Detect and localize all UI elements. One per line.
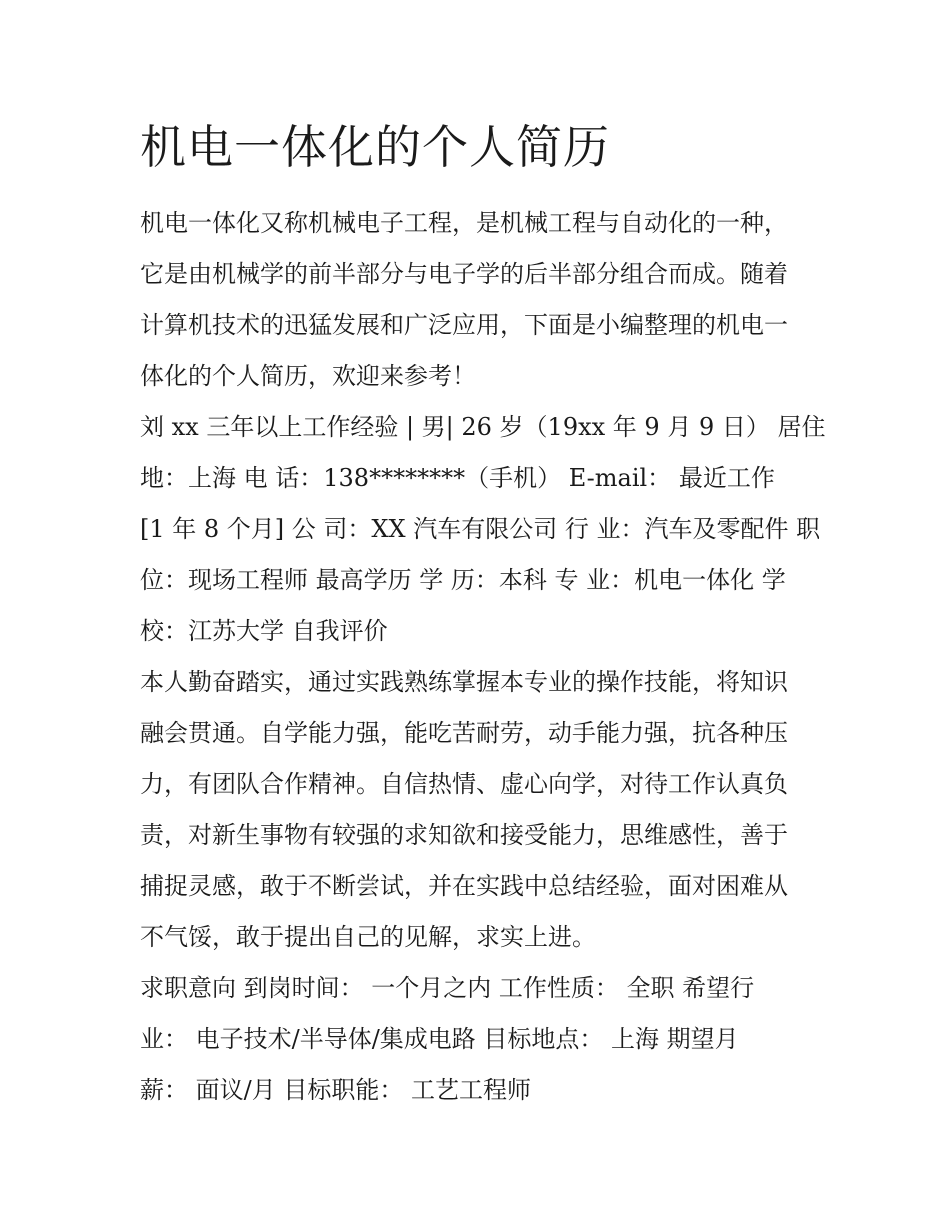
- text-line: 薪： 面议/月 目标职能： 工艺工程师: [140, 1076, 531, 1104]
- text-line: 本人勤奋踏实，通过实践熟练掌握本专业的操作技能，将知识: [140, 668, 788, 696]
- page-title: 机电一体化的个人简历: [140, 120, 610, 174]
- self-evaluation-paragraph: [140, 657, 820, 963]
- text-line: 力，有团队合作精神。自信热情、虚心向学，对待工作认真负: [140, 770, 788, 798]
- intro-paragraph: [140, 198, 820, 402]
- text-line: 位：现场工程师 最高学历 学 历：本科 专 业：机电一体化 学: [140, 566, 786, 594]
- text-line: 求职意向 到岗时间： 一个月之内 工作性质： 全职 希望行: [140, 974, 755, 1002]
- job-intention-paragraph: [140, 963, 820, 1116]
- text-line: 刘 xx 三年以上工作经验 | 男| 26 岁（19xx 年 9 月 9 日） 居住: [140, 413, 826, 441]
- text-line: 机电一体化又称机械电子工程，是机械工程与自动化的一种，: [140, 209, 788, 237]
- text-line: 不气馁，敢于提出自己的见解，求实上进。: [140, 923, 596, 951]
- text-line: 体化的个人简历，欢迎来参考！: [140, 362, 476, 390]
- text-line: 地：上海 电 话：138********（手机） E-mail： 最近工作: [140, 464, 775, 492]
- personal-info-paragraph: [140, 402, 826, 657]
- resume-page: [140, 112, 826, 1116]
- text-line: 责，对新生事物有较强的求知欲和接受能力，思维感性，善于: [140, 821, 788, 849]
- text-line: [1 年 8 个月] 公 司：XX 汽车有限公司 行 业：汽车及零配件 职: [140, 515, 821, 543]
- text-line: 校：江苏大学 自我评价: [140, 617, 388, 645]
- text-line: 融会贯通。自学能力强，能吃苦耐劳，动手能力强，抗各种压: [140, 719, 788, 747]
- text-line: 它是由机械学的前半部分与电子学的后半部分组合而成。随着: [140, 260, 788, 288]
- text-line: 捕捉灵感，敢于不断尝试，并在实践中总结经验，面对困难从: [140, 872, 788, 900]
- text-line: 计算机技术的迅猛发展和广泛应用，下面是小编整理的机电一: [140, 311, 788, 339]
- text-line: 业： 电子技术/半导体/集成电路 目标地点： 上海 期望月: [140, 1025, 739, 1053]
